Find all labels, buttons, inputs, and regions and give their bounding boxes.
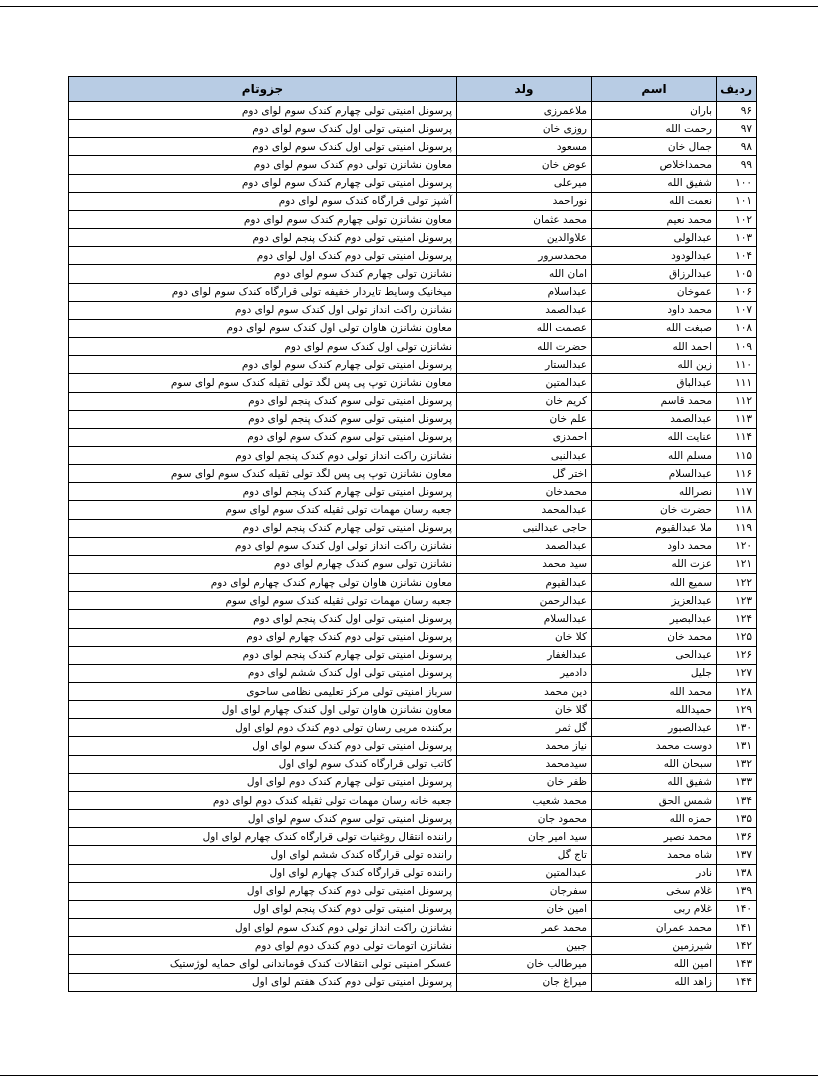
row-father: عبدالمحمد (457, 501, 592, 519)
row-unit: نشانزن تولی اول کندک سوم لوای دوم (69, 338, 457, 356)
row-unit: راننده تولی قرارگاه کندک چهارم لوای اول (69, 864, 457, 882)
row-name: امین الله (592, 955, 717, 973)
row-index: ۱۰۲ (717, 210, 757, 228)
row-name: محمد نعیم (592, 210, 717, 228)
row-name: عبدالودود (592, 247, 717, 265)
row-unit: پرسونل امنیتی تولی دوم کندک پنجم لوای اول (69, 900, 457, 918)
row-unit: پرسونل امنیتی تولی چهارم کندک پنجم لوای دوم (69, 646, 457, 664)
row-index: ۱۱۱ (717, 374, 757, 392)
row-name: عبدالسلام (592, 465, 717, 483)
row-index: ۱۳۶ (717, 828, 757, 846)
table-row (69, 919, 757, 937)
row-index: ۱۰۱ (717, 192, 757, 210)
row-unit: نشانزن راکت انداز تولی دوم کندک پنجم لوای دوم (69, 446, 457, 464)
row-father: گلا خان (457, 701, 592, 719)
row-father: مسعود (457, 138, 592, 156)
table-row (69, 138, 757, 156)
row-name: عبدالصبور (592, 719, 717, 737)
row-unit: پرسونل امنیتی تولی دوم کندک چهارم لوای دوم (69, 628, 457, 646)
row-unit: پرسونل امنیتی تولی اول کندک سوم لوای دوم (69, 138, 457, 156)
row-name: عبدالباق (592, 374, 717, 392)
row-index: ۱۲۰ (717, 537, 757, 555)
row-index: ۱۰۹ (717, 338, 757, 356)
row-unit: سرباز امنیتی تولی مرکز تعلیمی نظامی ساحوی (69, 683, 457, 701)
header-index: ردیف (717, 77, 757, 102)
row-father: عبدالرحمن (457, 592, 592, 610)
row-father: محمد عثمان (457, 210, 592, 228)
table-row (69, 646, 757, 664)
table-row (69, 701, 757, 719)
table-row (69, 174, 757, 192)
row-index: ۱۰۸ (717, 319, 757, 337)
row-father: دین محمد (457, 683, 592, 701)
row-index: ۹۹ (717, 156, 757, 174)
row-father: علاوالدین (457, 229, 592, 247)
row-index: ۱۲۱ (717, 555, 757, 573)
row-father: عبدالغفار (457, 646, 592, 664)
row-index: ۱۳۴ (717, 791, 757, 809)
table-row (69, 501, 757, 519)
row-unit: راننده تولی قرارگاه کندک ششم لوای اول (69, 846, 457, 864)
row-father: عبدالستار (457, 356, 592, 374)
row-unit: پرسونل امنیتی تولی اول کندک سوم لوای دوم (69, 120, 457, 138)
table-row (69, 156, 757, 174)
header-unit: جزوتام (69, 77, 457, 102)
row-unit: پرسونل امنیتی تولی چهارم کندک پنجم لوای دوم (69, 519, 457, 537)
row-name: حمیدالله (592, 701, 717, 719)
row-unit: نشانزن راکت انداز تولی اول کندک سوم لوای دوم (69, 537, 457, 555)
row-name: دوست محمد (592, 737, 717, 755)
row-unit: میخانیک وسایط تایردار خفیفه تولی قرارگاه کندک سوم لوای دوم (69, 283, 457, 301)
header-father: ولد (457, 77, 592, 102)
table-row (69, 719, 757, 737)
row-name: شفیق الله (592, 773, 717, 791)
row-unit: راننده انتقال روغنیات تولی قرارگاه کندک چهارم لوای اول (69, 828, 457, 846)
row-name: رحمت الله (592, 120, 717, 138)
row-name: زین الله (592, 356, 717, 374)
row-father: عبدالمتین (457, 374, 592, 392)
row-father: روزی خان (457, 120, 592, 138)
row-unit: معاون نشانزن تولی دوم کندک سوم لوای دوم (69, 156, 457, 174)
row-name: زاهد الله (592, 973, 717, 991)
table-row (69, 519, 757, 537)
row-name: عنایت الله (592, 428, 717, 446)
row-index: ۱۲۲ (717, 574, 757, 592)
row-index: ۱۱۳ (717, 410, 757, 428)
row-index: ۱۳۲ (717, 755, 757, 773)
row-index: ۱۴۲ (717, 937, 757, 955)
row-father: میرعلی (457, 174, 592, 192)
table-row (69, 773, 757, 791)
row-father: نیاز محمد (457, 737, 592, 755)
row-name: عبدالحی (592, 646, 717, 664)
row-unit: پرسونل امنیتی تولی دوم کندک پنجم لوای دوم (69, 229, 457, 247)
row-father: دادمیر (457, 664, 592, 682)
row-unit: پرسونل امنیتی تولی چهارم کندک پنجم لوای دوم (69, 483, 457, 501)
row-father: میرطالب خان (457, 955, 592, 973)
table-row (69, 338, 757, 356)
row-index: ۱۳۹ (717, 882, 757, 900)
row-index: ۱۱۵ (717, 446, 757, 464)
row-unit: معاون نشانزن توپ پی پس لگد تولی ثقیله کندک سوم لوای سوم (69, 465, 457, 483)
top-rule (0, 6, 818, 7)
header-row (69, 77, 757, 102)
row-index: ۱۰۷ (717, 301, 757, 319)
row-unit: پرسونل امنیتی تولی چهارم کندک سوم لوای دوم (69, 102, 457, 120)
row-unit: معاون نشانزن هاوان تولی چهارم کندک چهارم لوای دوم (69, 574, 457, 592)
table-row (69, 846, 757, 864)
row-name: شیرزمین (592, 937, 717, 955)
row-name: عبدالعزیز (592, 592, 717, 610)
row-index: ۱۰۴ (717, 247, 757, 265)
row-father: گل ثمر (457, 719, 592, 737)
personnel-table (68, 76, 757, 992)
table-row (69, 356, 757, 374)
row-name: شفیق الله (592, 174, 717, 192)
row-father: ظفر خان (457, 773, 592, 791)
table-row (69, 628, 757, 646)
row-index: ۹۸ (717, 138, 757, 156)
table-row (69, 610, 757, 628)
row-name: سمیع الله (592, 574, 717, 592)
row-unit: جعبه خانه رسان مهمات تولی ثقیله کندک دوم لوای دوم (69, 791, 457, 809)
table-row (69, 283, 757, 301)
row-father: عبدالصمد (457, 301, 592, 319)
table-row (69, 446, 757, 464)
row-index: ۱۱۴ (717, 428, 757, 446)
row-father: علم خان (457, 410, 592, 428)
table-row (69, 102, 757, 120)
row-name: عبدالولی (592, 229, 717, 247)
row-name: عبدالبصیر (592, 610, 717, 628)
row-name: مسلم الله (592, 446, 717, 464)
table-row (69, 592, 757, 610)
row-index: ۱۴۱ (717, 919, 757, 937)
row-name: احمد الله (592, 338, 717, 356)
table-row (69, 810, 757, 828)
table-row (69, 265, 757, 283)
row-name: نادر (592, 864, 717, 882)
row-father: سید محمد (457, 555, 592, 573)
table-row (69, 737, 757, 755)
row-unit: نشانزن تولی سوم کندک چهارم لوای دوم (69, 555, 457, 573)
row-unit: پرسونل امنیتی تولی سوم کندک پنجم لوای دوم (69, 392, 457, 410)
row-name: محمد قاسم (592, 392, 717, 410)
row-father: محمد عمر (457, 919, 592, 937)
table-row (69, 229, 757, 247)
row-unit: پرسونل امنیتی تولی سوم کندک پنجم لوای دوم (69, 410, 457, 428)
row-index: ۱۱۲ (717, 392, 757, 410)
row-father: محمد شعیب (457, 791, 592, 809)
table-row (69, 555, 757, 573)
row-father: اختر گل (457, 465, 592, 483)
row-name: محمد داود (592, 301, 717, 319)
row-index: ۱۲۵ (717, 628, 757, 646)
row-father: عبدالصمد (457, 537, 592, 555)
row-unit: جعبه رسان مهمات تولی ثقیله کندک سوم لوای سوم (69, 592, 457, 610)
header-name: اسم (592, 77, 717, 102)
row-index: ۱۱۷ (717, 483, 757, 501)
row-father: عوض خان (457, 156, 592, 174)
table-row (69, 574, 757, 592)
row-father: عصمت الله (457, 319, 592, 337)
row-index: ۱۲۷ (717, 664, 757, 682)
row-name: شاه محمد (592, 846, 717, 864)
row-name: عبدالرزاق (592, 265, 717, 283)
row-father: میراغ جان (457, 973, 592, 991)
row-unit: پرسونل امنیتی تولی سوم کندک سوم لوای اول (69, 810, 457, 828)
row-index: ۱۲۶ (717, 646, 757, 664)
row-name: غلام ربی (592, 900, 717, 918)
row-unit: معاون نشانزن هاوان تولی اول کندک سوم لوای دوم (69, 319, 457, 337)
row-unit: معاون نشانزن تولی چهارم کندک سوم لوای دوم (69, 210, 457, 228)
table-row (69, 247, 757, 265)
row-father: سفرجان (457, 882, 592, 900)
row-index: ۹۷ (717, 120, 757, 138)
row-name: محمد نصیر (592, 828, 717, 846)
table-row (69, 900, 757, 918)
row-index: ۱۴۰ (717, 900, 757, 918)
row-unit: پرسونل امنیتی تولی چهارم کندک دوم لوای اول (69, 773, 457, 791)
row-father: ملاعمرزی (457, 102, 592, 120)
row-father: محمدسرور (457, 247, 592, 265)
row-unit: پرسونل امنیتی تولی اول کندک ششم لوای دوم (69, 664, 457, 682)
row-unit: کاتب تولی قرارگاه کندک سوم لوای اول (69, 755, 457, 773)
table-row (69, 192, 757, 210)
table-row (69, 937, 757, 955)
row-index: ۱۱۸ (717, 501, 757, 519)
row-name: حمزه الله (592, 810, 717, 828)
bottom-rule (0, 1075, 818, 1076)
row-name: محمد داود (592, 537, 717, 555)
row-name: عموخان (592, 283, 717, 301)
row-index: ۱۳۳ (717, 773, 757, 791)
row-father: کریم خان (457, 392, 592, 410)
row-index: ۱۱۰ (717, 356, 757, 374)
row-father: نوراحمد (457, 192, 592, 210)
row-unit: پرسونل امنیتی تولی دوم کندک اول لوای دوم (69, 247, 457, 265)
row-unit: نشانزن راکت انداز تولی دوم کندک سوم لوای اول (69, 919, 457, 937)
row-father: سیدمحمد (457, 755, 592, 773)
table-row (69, 374, 757, 392)
row-index: ۹۶ (717, 102, 757, 120)
row-index: ۱۰۳ (717, 229, 757, 247)
row-unit: پرسونل امنیتی تولی دوم کندک سوم لوای اول (69, 737, 457, 755)
row-name: نعمت الله (592, 192, 717, 210)
row-index: ۱۳۷ (717, 846, 757, 864)
table-row (69, 410, 757, 428)
row-index: ۱۳۰ (717, 719, 757, 737)
table-row (69, 210, 757, 228)
row-father: تاج گل (457, 846, 592, 864)
row-index: ۱۰۶ (717, 283, 757, 301)
row-unit: نشانزن تولی چهارم کندک سوم لوای دوم (69, 265, 457, 283)
row-index: ۱۱۹ (717, 519, 757, 537)
table-row (69, 537, 757, 555)
table-row (69, 955, 757, 973)
table-body (69, 102, 757, 992)
table-row (69, 120, 757, 138)
table-row (69, 683, 757, 701)
row-name: شمس الحق (592, 791, 717, 809)
row-name: عزت الله (592, 555, 717, 573)
row-name: عبدالصمد (592, 410, 717, 428)
row-index: ۱۳۸ (717, 864, 757, 882)
table-row (69, 428, 757, 446)
table-row (69, 319, 757, 337)
row-father: حضرت الله (457, 338, 592, 356)
row-name: محمد عمران (592, 919, 717, 937)
row-unit: پرسونل امنیتی تولی اول کندک پنجم لوای دوم (69, 610, 457, 628)
row-name: محمد خان (592, 628, 717, 646)
row-index: ۱۳۱ (717, 737, 757, 755)
row-father: عبدالنبی (457, 446, 592, 464)
row-name: جمال خان (592, 138, 717, 156)
row-index: ۱۰۵ (717, 265, 757, 283)
row-index: ۱۴۴ (717, 973, 757, 991)
row-father: عبدالمتین (457, 864, 592, 882)
row-name: حضرت خان (592, 501, 717, 519)
row-name: سبحان الله (592, 755, 717, 773)
row-father: محمدخان (457, 483, 592, 501)
row-index: ۱۱۶ (717, 465, 757, 483)
table-row (69, 664, 757, 682)
table-row (69, 882, 757, 900)
table-row (69, 791, 757, 809)
table-row (69, 392, 757, 410)
row-name: نصرالله (592, 483, 717, 501)
row-unit: جعبه رسان مهمات تولی ثقیله کندک سوم لوای سوم (69, 501, 457, 519)
row-index: ۱۳۵ (717, 810, 757, 828)
row-index: ۱۲۴ (717, 610, 757, 628)
row-father: عبداسلام (457, 283, 592, 301)
row-unit: معاون نشانزن هاوان تولی اول کندک چهارم لوای اول (69, 701, 457, 719)
row-unit: پرسونل امنیتی تولی دوم کندک هفتم لوای اول (69, 973, 457, 991)
row-unit: معاون نشانزن توپ پی پس لگد تولی ثقیله کندک سوم لوای سوم (69, 374, 457, 392)
table-row (69, 973, 757, 991)
row-father: حاجی عبدالنبی (457, 519, 592, 537)
row-father: امین خان (457, 900, 592, 918)
row-name: صبغت الله (592, 319, 717, 337)
row-father: امان الله (457, 265, 592, 283)
row-name: باران (592, 102, 717, 120)
row-unit: نشانزن راکت انداز تولی اول کندک سوم لوای دوم (69, 301, 457, 319)
row-index: ۱۲۳ (717, 592, 757, 610)
row-name: جلیل (592, 664, 717, 682)
row-father: محمود جان (457, 810, 592, 828)
row-father: کلا خان (457, 628, 592, 646)
row-name: محمداخلاص (592, 156, 717, 174)
row-unit: عسکر امنیتی تولی انتقالات کندک قوماندانی لوای حمایه لوژستیک (69, 955, 457, 973)
row-unit: آشپز تولی قرارگاه کندک سوم لوای دوم (69, 192, 457, 210)
row-index: ۱۰۰ (717, 174, 757, 192)
table-row (69, 301, 757, 319)
row-unit: پرسونل امنیتی تولی چهارم کندک سوم لوای دوم (69, 356, 457, 374)
row-unit: نشانزن اتومات تولی دوم کندک دوم لوای دوم (69, 937, 457, 955)
table-row (69, 755, 757, 773)
row-name: غلام سخی (592, 882, 717, 900)
row-name: محمد الله (592, 683, 717, 701)
row-unit: پرسونل امنیتی تولی دوم کندک چهارم لوای اول (69, 882, 457, 900)
row-name: ملا عبدالقیوم (592, 519, 717, 537)
row-father: عبدالسلام (457, 610, 592, 628)
row-index: ۱۲۸ (717, 683, 757, 701)
table-row (69, 828, 757, 846)
table-row (69, 483, 757, 501)
table-row (69, 864, 757, 882)
row-index: ۱۴۳ (717, 955, 757, 973)
row-unit: پرسونل امنیتی تولی سوم کندک سوم لوای دوم (69, 428, 457, 446)
row-unit: برکننده مربی رسان تولی دوم کندک دوم لوای اول (69, 719, 457, 737)
row-father: احمدزی (457, 428, 592, 446)
row-father: سید امیر جان (457, 828, 592, 846)
row-index: ۱۲۹ (717, 701, 757, 719)
row-father: جبین (457, 937, 592, 955)
row-father: عبدالقیوم (457, 574, 592, 592)
row-unit: پرسونل امنیتی تولی چهارم کندک سوم لوای دوم (69, 174, 457, 192)
table-row (69, 465, 757, 483)
